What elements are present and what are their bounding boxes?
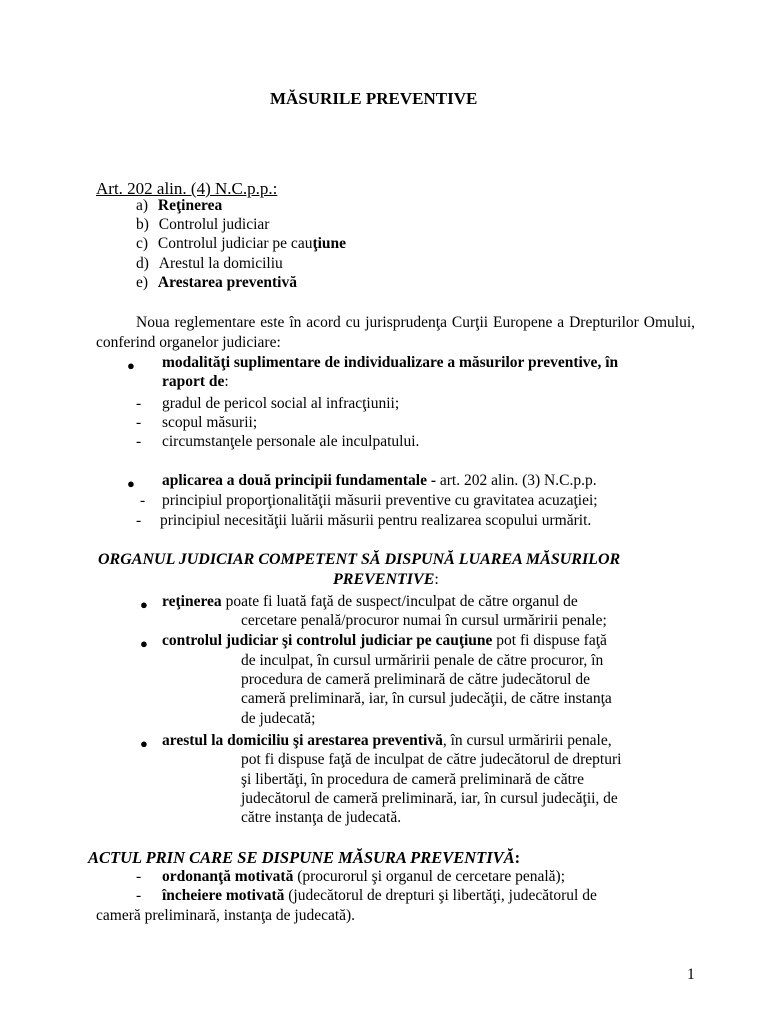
section2-item3-line3: şi libertăţi, în procedura de cameră preliminară de către: [241, 771, 584, 788]
bullet-dot: ●: [140, 736, 148, 751]
bullet1-sub-3: circumstanţele personale ale inculpatului.: [162, 433, 420, 450]
item-text: [158, 235, 346, 252]
article-item-e: [136, 273, 297, 293]
section3-item2: [162, 886, 597, 906]
item-letter: e): [136, 274, 149, 291]
article-item-b: [136, 215, 269, 235]
article-item-a: [136, 196, 222, 216]
bullet-dot: ●: [127, 476, 135, 491]
item-text: Reţinerea: [157, 197, 223, 214]
page-title: MĂSURILE PREVENTIVE: [270, 89, 478, 108]
item-letter: d): [136, 255, 149, 272]
section3-heading: [88, 848, 520, 868]
section2-item3-line2: pot fi dispuse faţă de inculpat de către judecătorul de drepturi: [241, 751, 622, 768]
page-number: 1: [687, 966, 695, 983]
article-heading: Art. 202 alin. (4) N.C.p.p.:: [96, 179, 278, 198]
dash-item: -: [136, 887, 142, 904]
article-item-c: [136, 234, 346, 254]
section2-item3-bold: arestul la domiciliu şi arestarea preventivă: [162, 732, 443, 749]
section2-heading-tail: :: [434, 571, 439, 588]
dash-item: -: [136, 512, 142, 529]
section2-item2-line1: [162, 631, 607, 651]
section2-item3-line5: către instanţa de judecată.: [241, 809, 402, 826]
bullet1-sub-1: gradul de pericol social al infracţiunii;: [162, 395, 400, 412]
section3-heading-text: ACTUL PRIN CARE SE DISPUNE MĂSURA PREVENTIVĂ: [88, 848, 515, 867]
dash-item: -: [136, 868, 142, 885]
section2-item1-text: poate fi luată faţă de suspect/inculpat de către organul de: [221, 593, 578, 610]
section2-heading-line1: ORGANUL JUDICIAR COMPETENT SĂ DISPUNĂ LUAREA MĂSURILOR: [98, 551, 621, 568]
bullet2-sub-2: principiul necesităţii luării măsurii pentru realizarea scopului urmărit.: [160, 512, 592, 529]
bullet1-line1: modalităţi suplimentare de individualizare a măsurilor preventive, în: [162, 354, 619, 371]
section2-heading-word: PREVENTIVE: [333, 571, 435, 588]
section2-item1-line1: [162, 592, 578, 612]
section2-item1-line2: cercetare penală/procuror numai în cursul urmăririi penale;: [241, 612, 607, 629]
item-letter: b): [136, 216, 149, 233]
intro-paragraph: Noua reglementare este în acord cu jurisprudenţa Curţii Europene a Drepturilor Omului, conferind organelor judiciare:: [96, 314, 695, 351]
bullet2-line: [162, 471, 597, 491]
dash-item: -: [136, 395, 142, 412]
section2-item1-bold: reţinerea: [162, 593, 222, 610]
section3-item2-bold: încheiere motivată: [162, 887, 285, 904]
section2-item2-line4: cameră preliminară, iar, în cursul judecăţii, de către instanţa: [241, 690, 612, 707]
item-text-bold: ţiune: [312, 235, 347, 252]
section2-item3-line1: [162, 731, 612, 751]
item-text-pre: Controlul judiciar pe cau: [157, 235, 313, 252]
section3-item2-continuation: cameră preliminară, instanţa de judecată).: [96, 907, 356, 924]
item-text: Arestarea preventivă: [157, 274, 297, 291]
dash-item: -: [140, 492, 146, 509]
bullet-dot: ●: [140, 636, 148, 651]
section3-item1-text: (procurorul şi organul de cercetare penală);: [293, 868, 566, 885]
bullet2-normal: art. 202 alin. (3) N.C.p.p.: [436, 472, 597, 489]
section2-item2-line5: de judecată;: [241, 710, 316, 727]
article-item-d: [136, 254, 283, 274]
bullet1-line2-tail: :: [224, 373, 229, 390]
section2-item2-bold: controlul judiciar şi controlul judiciar pe cauţiune: [162, 632, 493, 649]
bullet1-line2: [162, 372, 229, 392]
item-text: Controlul judiciar: [158, 216, 270, 233]
section2-item3-text: , în cursul urmăririi penale,: [442, 732, 612, 749]
section2-item2-text: pot fi dispuse faţă: [492, 632, 607, 649]
dash-item: -: [136, 433, 142, 450]
section2-item3-line4: judecătorul de cameră preliminară, iar, în cursul judecăţii, de: [241, 790, 618, 807]
section3-item1-bold: ordonanţă motivată: [162, 868, 294, 885]
bullet1-line2-bold: raport de: [162, 373, 225, 390]
item-text: Arestul la domiciliu: [158, 255, 283, 272]
section3-item1: [162, 867, 565, 887]
bullet2-sub-1: principiul proporţionalităţii măsurii preventive cu gravitatea acuzaţiei;: [162, 492, 598, 509]
section2-heading-line2: [333, 570, 439, 590]
bullet-dot: ●: [140, 597, 148, 612]
item-letter: a): [136, 197, 149, 214]
section3-item2-text: (judecătorul de drepturi şi libertăţi, judecătorul de: [284, 887, 597, 904]
bullet-dot: ●: [127, 358, 135, 373]
dash-item: -: [136, 414, 142, 431]
item-letter: c): [136, 235, 149, 252]
section2-item2-line2: de inculpat, în cursul urmăririi penale de către procuror, în: [241, 652, 604, 669]
section3-heading-tail: :: [514, 848, 521, 867]
section2-item2-line3: procedura de cameră preliminară de către judecătorul de: [241, 671, 590, 688]
bullet1-sub-2: scopul măsurii;: [162, 414, 258, 431]
bullet2-bold: aplicarea a două principii fundamentale -: [162, 472, 436, 489]
